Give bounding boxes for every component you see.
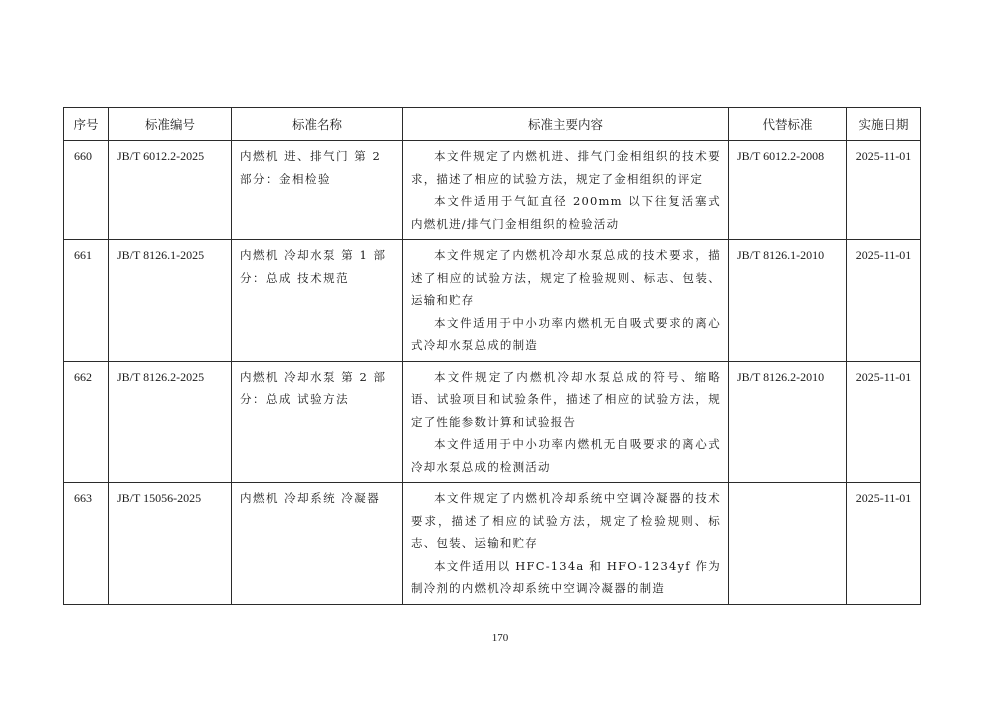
row-num: 660 [74, 149, 92, 163]
row-date: 2025-11-01 [855, 149, 912, 163]
content-paragraph: 本文件适用以 HFC-134a 和 HFO-1234yf 作为制冷剂的内燃机冷却系统中空调冷凝器的制造 [411, 558, 721, 595]
header-name: 标准名称 [232, 108, 403, 141]
row-content [403, 141, 728, 239]
header-replaces: 代替标准 [729, 108, 847, 141]
content-paragraph: 本文件规定了内燃机冷却系统中空调冷凝器的技术要求，描述了相应的试验方法，规定了检验规则、标志、包装、运输和贮存 [411, 491, 721, 550]
row-replaces [729, 483, 846, 491]
content-paragraph: 本文件规定了内燃机进、排气门金相组织的技术要求，描述了相应的试验方法，规定了金相组织的评定 [411, 149, 721, 186]
row-date: 2025-11-01 [855, 248, 912, 262]
row-num: 662 [74, 369, 92, 384]
table-row [64, 361, 921, 483]
row-replaces: JB/T 8126.1-2010 [737, 248, 825, 262]
header-num: 序号 [64, 108, 109, 141]
row-num: 663 [74, 491, 92, 505]
page-number: 170 [491, 632, 509, 644]
row-replaces: JB/T 6012.2-2008 [737, 149, 825, 163]
header-content: 标准主要内容 [403, 108, 729, 141]
row-code: JB/T 8126.2-2025 [117, 369, 205, 384]
row-name: 内燃机 进、排气门 第 2 部分：金相检验 [240, 149, 382, 186]
table-row [64, 483, 921, 605]
row-num: 661 [74, 248, 92, 262]
content-paragraph: 本文件适用于气缸直径 200mm 以下往复活塞式内燃机进/排气门金相组织的检验活动 [411, 194, 721, 231]
content-paragraph: 本文件规定了内燃机冷却水泵总成的技术要求，描述了相应的试验方法，规定了检验规则、标志、包装、运输和贮存 [411, 248, 721, 307]
content-paragraph: 本文件适用于中小功率内燃机无自吸要求的离心式冷却水泵总成的检测活动 [411, 437, 721, 474]
standards-table [63, 107, 921, 605]
table-header-row [64, 108, 921, 141]
row-date: 2025-11-01 [855, 491, 912, 505]
table-row [64, 141, 921, 240]
row-code: JB/T 8126.1-2025 [117, 248, 205, 262]
header-date: 实施日期 [847, 108, 921, 141]
row-replaces: JB/T 8126.2-2010 [737, 369, 825, 384]
table-row [64, 240, 921, 362]
row-name: 内燃机 冷却水泵 第 2 部分：总成 试验方法 [240, 369, 387, 406]
row-content [403, 362, 728, 483]
row-content [403, 240, 728, 361]
header-code: 标准编号 [109, 108, 232, 141]
row-code: JB/T 15056-2025 [117, 491, 202, 505]
content-paragraph: 本文件适用于中小功率内燃机无自吸式要求的离心式冷却水泵总成的制造 [411, 315, 721, 352]
row-content [403, 483, 728, 604]
row-date: 2025-11-01 [855, 369, 912, 384]
row-name: 内燃机 冷却水泵 第 1 部分：总成 技术规范 [240, 248, 387, 285]
content-paragraph: 本文件规定了内燃机冷却水泵总成的符号、缩略语、试验项目和试验条件，描述了相应的试验方法，规定了性能参数计算和试验报告 [411, 369, 721, 429]
row-code: JB/T 6012.2-2025 [117, 149, 205, 163]
row-name: 内燃机 冷却系统 冷凝器 [240, 491, 381, 505]
